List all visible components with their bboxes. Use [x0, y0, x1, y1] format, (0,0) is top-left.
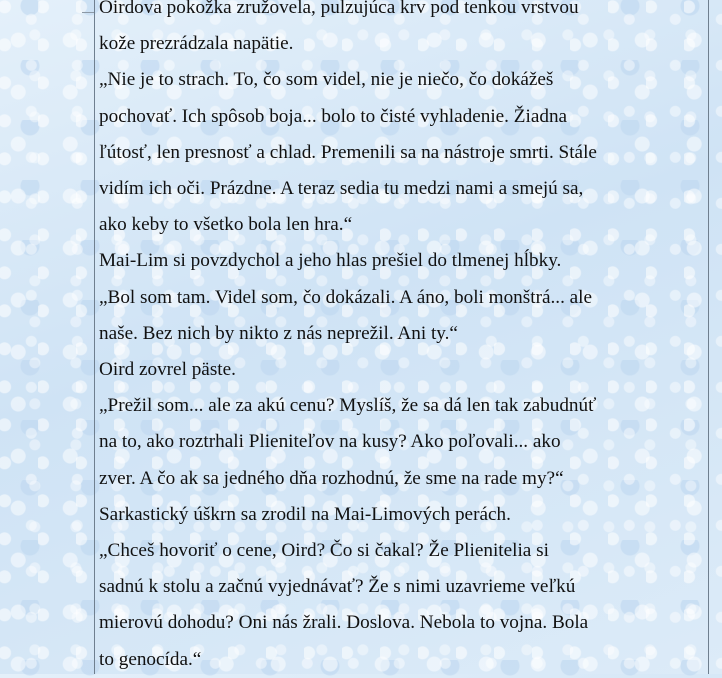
text-line: Sarkastický úškrn sa zrodil na Mai-Limových perách. — [99, 503, 511, 525]
text-line: naše. Bez nich by nikto z nás neprežil. Ani ty.“ — [99, 322, 458, 344]
text-line: Oirdova pokožka zružovela, pulzujúca krv pod tenkou vrstvou — [99, 0, 579, 18]
text-line: Oird zovrel päste. — [99, 359, 236, 381]
page-left-border — [94, 0, 95, 674]
text-line: vidím ich oči. Prázdne. A teraz sedia tu medzi nami a smejú sa, — [99, 178, 584, 200]
text-line: mierovú dohodu? Oni nás žrali. Doslova. Nebola to vojna. Bola — [99, 612, 589, 634]
text-line: pochovať. Ich spôsob boja... bolo to čisté vyhladenie. Žiadna — [99, 105, 568, 127]
text-line: Mai-Lim si povzdychol a jeho hlas prešiel do tlmenej hĺbky. — [99, 250, 562, 272]
text-line: „Nie je to strach. To, čo som videl, nie je niečo, čo dokážeš — [99, 69, 554, 91]
text-line: „Bol som tam. Videl som, čo dokázali. A áno, boli monštrá... ale — [99, 286, 593, 308]
text-line: to genocída.“ — [99, 648, 202, 670]
text-line: sadnú k stolu a začnú vyjednávať? Že s nimi uzavrieme veľkú — [99, 576, 576, 598]
text-line: ako keby to všetko bola len hra.“ — [99, 214, 353, 236]
document-text[interactable] — [99, 0, 699, 678]
text-line: „Chceš hovoriť o cene, Oird? Čo si čakal? Že Plienitelia si — [99, 540, 549, 562]
text-line: „Prežil som... ale za akú cenu? Myslíš, že sa dá len tak zabudnúť — [99, 395, 597, 417]
text-line: ľútosť, len presnosť a chlad. Premenili sa na nástroje smrti. Stále — [99, 141, 597, 163]
text-line: kože prezrádzala napätie. — [99, 33, 294, 55]
text-line: na to, ako roztrhali Plieniteľov na kusy? Ako poľovali... ako — [99, 431, 561, 453]
text-line: zver. A čo ak sa jedného dňa rozhodnú, že sme na rade my?“ — [99, 467, 564, 489]
page-right-border — [708, 0, 709, 674]
